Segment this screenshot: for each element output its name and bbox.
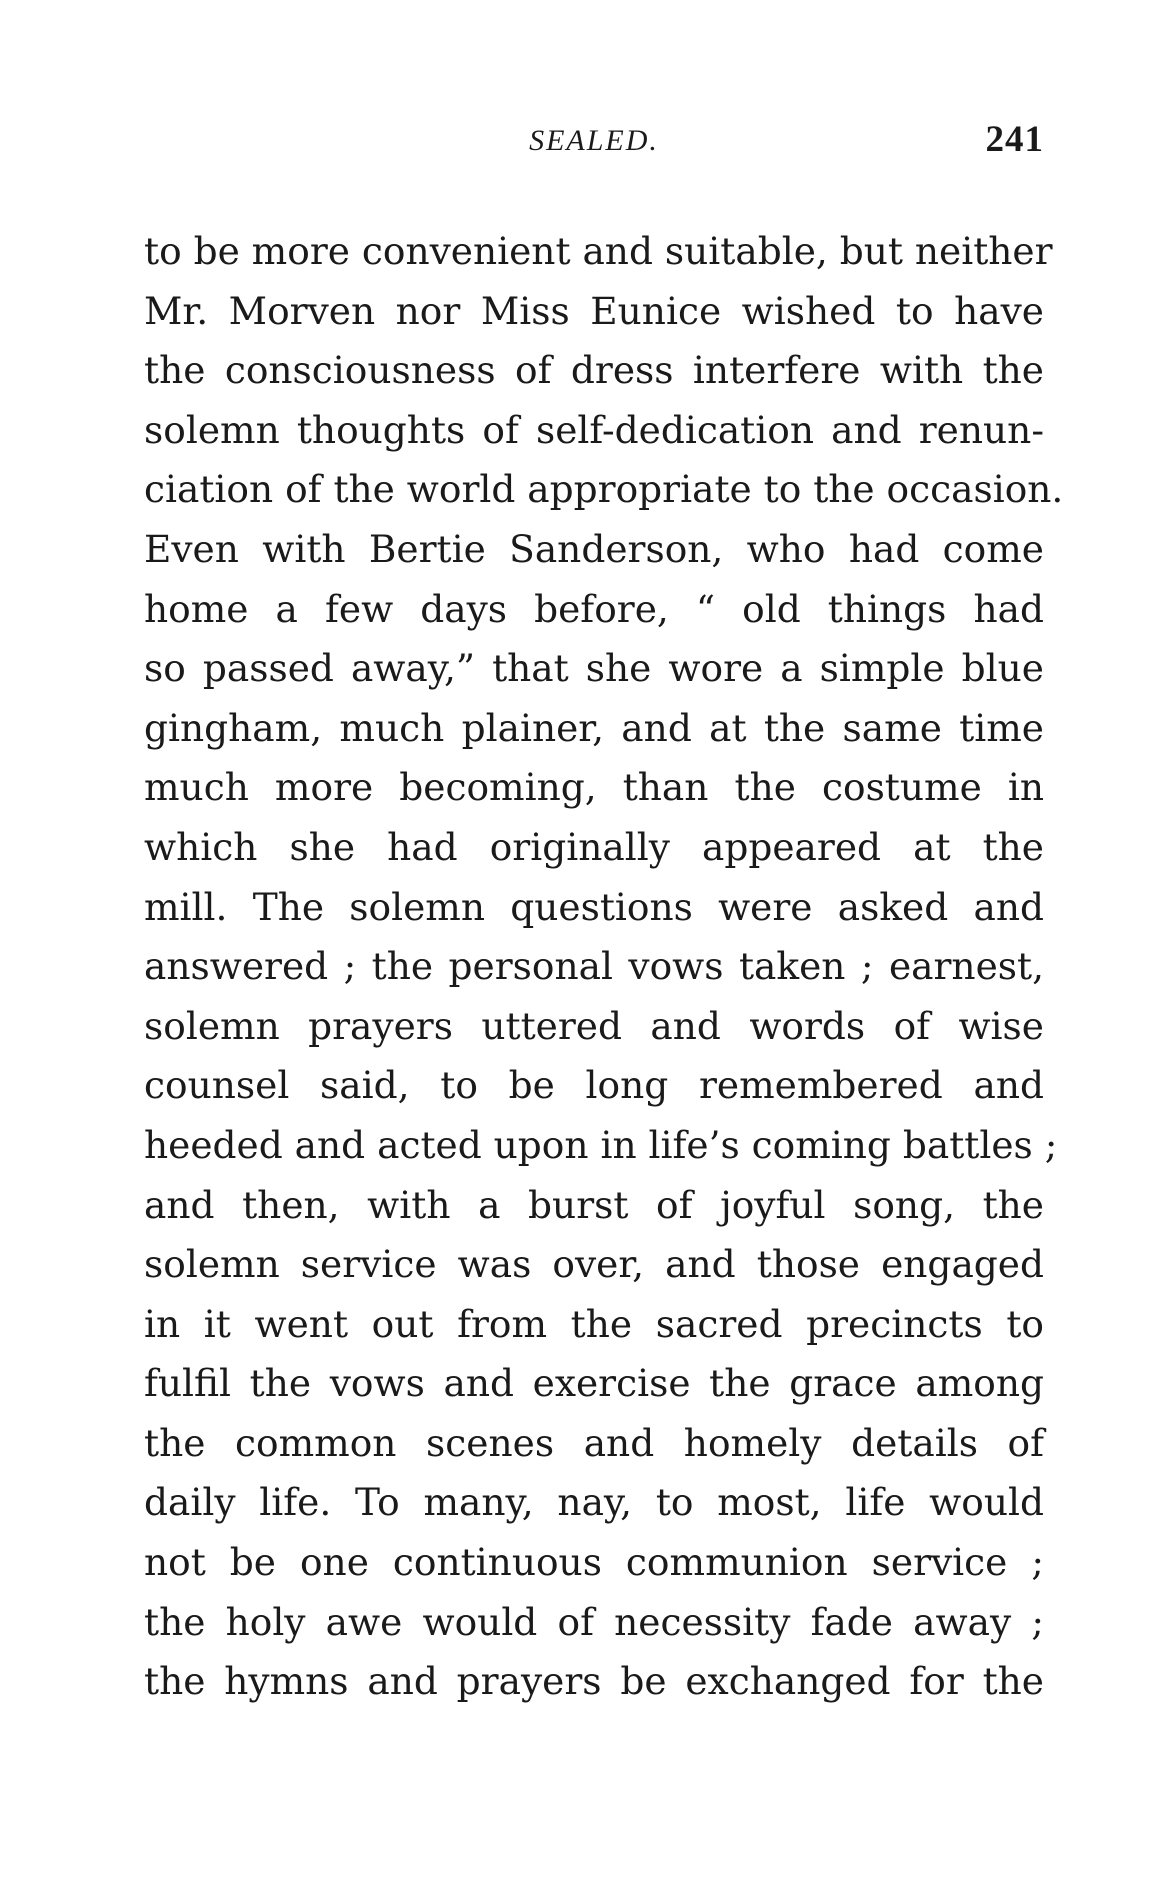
running-head	[144, 118, 1044, 174]
text-line: Mr. Morven nor Miss Eunice wished to have	[144, 288, 1044, 333]
text-line: counsel said, to be long remembered and	[144, 1063, 1044, 1108]
text-line: the holy awe would of necessity fade away ;	[144, 1599, 1044, 1644]
text-line: gingham, much plainer, and at the same time	[144, 705, 1044, 750]
text-line: Even with Bertie Sanderson, who had come	[144, 526, 1044, 571]
text-line: ciation of the world appropriate to the occasion.	[144, 467, 1064, 512]
text-line: solemn prayers uttered and words of wise	[144, 1003, 1044, 1048]
page-number: 241	[985, 119, 1044, 160]
text-line: solemn thoughts of self-dedication and renun-	[144, 407, 1044, 452]
text-line: fulfil the vows and exercise the grace among	[144, 1361, 1044, 1406]
text-line: to be more convenient and suitable, but neither	[144, 229, 1053, 273]
text-line: not be one continuous communion service ;	[144, 1540, 1044, 1585]
text-line: the consciousness of dress interfere with the	[144, 348, 1044, 393]
text-line: home a few days before, “ old things had	[144, 586, 1044, 631]
body-text	[144, 222, 1064, 1712]
text-line: daily life. To many, nay, to most, life would	[144, 1480, 1044, 1525]
text-line: in it went out from the sacred precincts to	[144, 1301, 1044, 1346]
text-line: so passed away,” that she wore a simple blue	[144, 646, 1044, 691]
text-line: the common scenes and homely details of	[144, 1420, 1044, 1465]
text-line: which she had originally appeared at the	[144, 824, 1044, 869]
text-line: much more becoming, than the costume in	[144, 765, 1044, 810]
text-line: the hymns and prayers be exchanged for the	[144, 1659, 1044, 1704]
text-line: answered ; the personal vows taken ; earnest,	[144, 944, 1044, 989]
text-line: and then, with a burst of joyful song, the	[144, 1182, 1044, 1227]
text-line: solemn service was over, and those engaged	[144, 1242, 1044, 1287]
text-line: heeded and acted upon in life’s coming battles ;	[144, 1122, 1058, 1167]
running-title: SEALED.	[529, 124, 659, 157]
text-line: mill. The solemn questions were asked and	[144, 884, 1044, 929]
